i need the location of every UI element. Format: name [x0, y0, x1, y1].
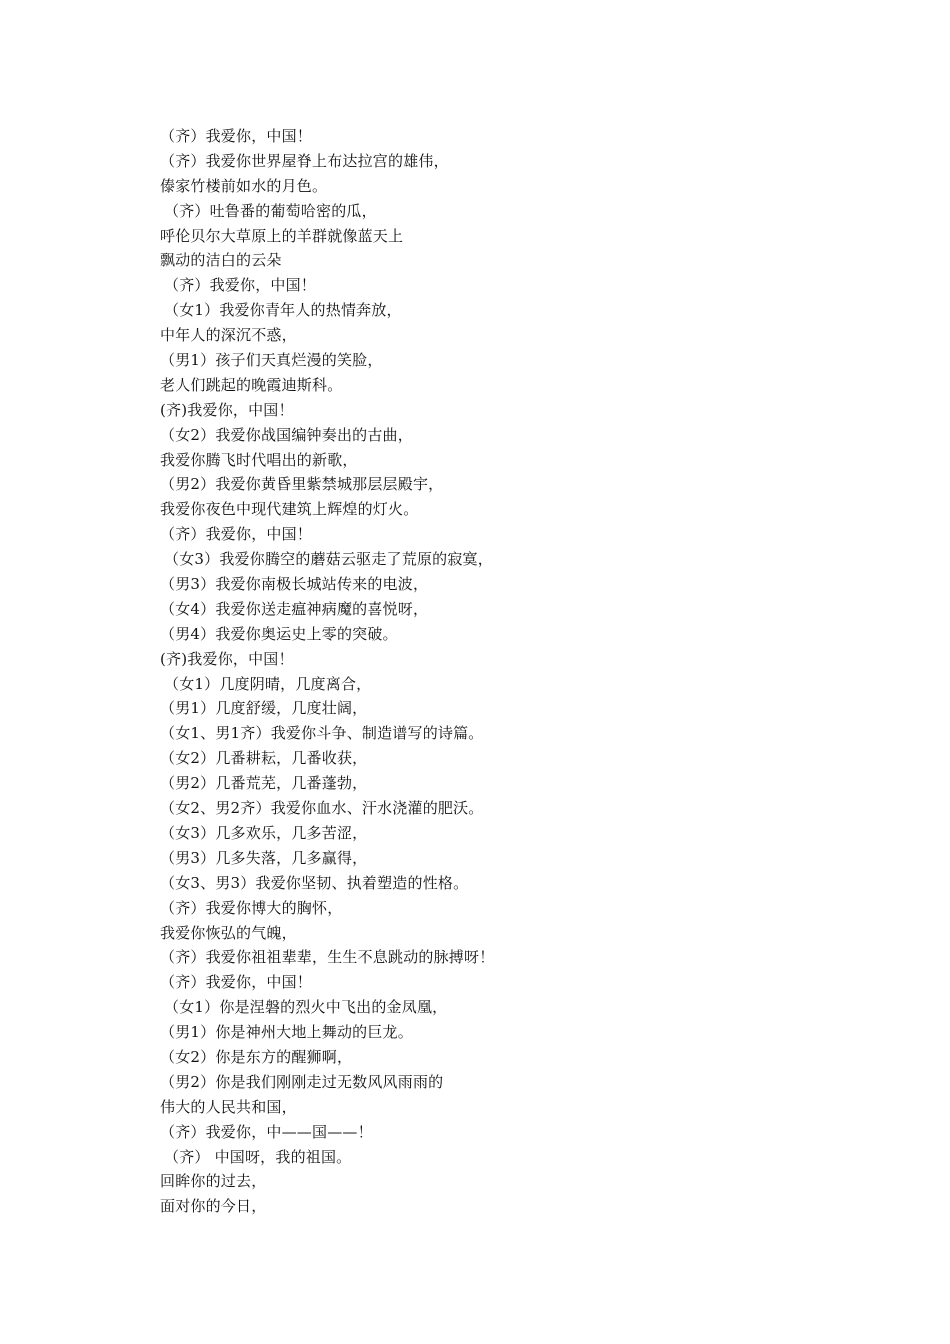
poem-line: （齐）我爱你，中——国——！ [160, 1122, 373, 1141]
poem-line: 飘动的洁白的云朵 [160, 251, 282, 270]
poem-line: （女2）几番耕耘，几番收获， [160, 749, 368, 768]
poem-line: 傣家竹楼前如水的月色。 [160, 176, 328, 195]
poem-line: 老人们跳起的晚霞迪斯科。 [160, 375, 343, 394]
poem-line: （齐）我爱你祖祖辈辈，生生不息跳动的脉搏呀！ [160, 948, 495, 967]
poem-line: （齐）我爱你博大的胸怀， [160, 898, 343, 917]
poem-line: （女2）你是东方的醒狮啊， [160, 1047, 353, 1066]
poem-line: （男1）几度舒缓，几度壮阔， [160, 699, 368, 718]
poem-line: （男2）你是我们刚刚走过无数风风雨雨的 [160, 1072, 444, 1091]
poem-line: (齐)我爱你，中国！ [160, 400, 294, 419]
poem-line: （女2、男2齐）我爱你血水、汗水浇灌的肥沃。 [160, 799, 484, 818]
poem-line: （女2）我爱你战国编钟奏出的古曲， [160, 425, 413, 444]
poem-line: （女1、男1齐）我爱你斗争、制造谱写的诗篇。 [160, 724, 484, 743]
poem-line: （齐）我爱你，中国！ [160, 525, 313, 544]
poem-line: （女3）几多欢乐，几多苦涩， [160, 823, 368, 842]
poem-text [160, 124, 880, 1219]
poem-line: 伟大的人民共和国， [160, 1097, 297, 1116]
poem-line: 呼伦贝尔大草原上的羊群就像蓝天上 [160, 226, 404, 245]
poem-line: （男2）我爱你黄昏里紫禁城那层层殿宇， [160, 475, 444, 494]
poem-line: （女1）你是涅磐的烈火中飞出的金凤凰， [164, 998, 448, 1017]
poem-line: （齐）我爱你世界屋脊上布达拉宫的雄伟， [160, 151, 449, 170]
poem-line: 中年人的深沉不惑， [160, 326, 297, 345]
poem-line: （男4）我爱你奥运史上零的突破。 [160, 624, 398, 643]
poem-line: 我爱你恢弘的气魄， [160, 923, 297, 942]
poem-line: （女3）我爱你腾空的蘑菇云驱走了荒原的寂寞， [164, 550, 493, 569]
poem-line: （齐）吐鲁番的葡萄哈密的瓜， [164, 201, 377, 220]
poem-line: 面对你的今日， [160, 1197, 267, 1216]
poem-line: （齐）我爱你，中国！ [160, 127, 313, 145]
poem-line: （男3）几多失落，几多赢得， [160, 848, 368, 867]
poem-line: （男1）孩子们天真烂漫的笑脸， [160, 351, 383, 370]
poem-line: （男2）几番荒芜，几番蓬勃， [160, 774, 368, 793]
poem-line: 我爱你夜色中现代建筑上辉煌的灯火。 [160, 500, 419, 519]
poem-line: (齐)我爱你，中国！ [160, 649, 294, 668]
poem-line: （女4）我爱你送走瘟神病魔的喜悦呀， [160, 599, 429, 618]
poem-line: （齐）我爱你，中国！ [164, 276, 317, 295]
poem-line: 我爱你腾飞时代唱出的新歌， [160, 450, 358, 469]
poem-line: （齐） 中国呀，我的祖国。 [164, 1147, 352, 1166]
poem-line: （男1）你是神州大地上舞动的巨龙。 [160, 1023, 413, 1042]
poem-line: （女1）我爱你青年人的热情奔放， [164, 301, 402, 320]
poem-line: （女1）几度阴晴，几度离合， [164, 674, 372, 693]
poem-line: （男3）我爱你南极长城站传来的电波， [160, 575, 429, 594]
poem-line: （女3、男3）我爱你坚韧、执着塑造的性格。 [160, 873, 469, 892]
poem-line: 回眸你的过去， [160, 1172, 267, 1191]
poem-line: （齐）我爱你，中国！ [160, 973, 313, 992]
